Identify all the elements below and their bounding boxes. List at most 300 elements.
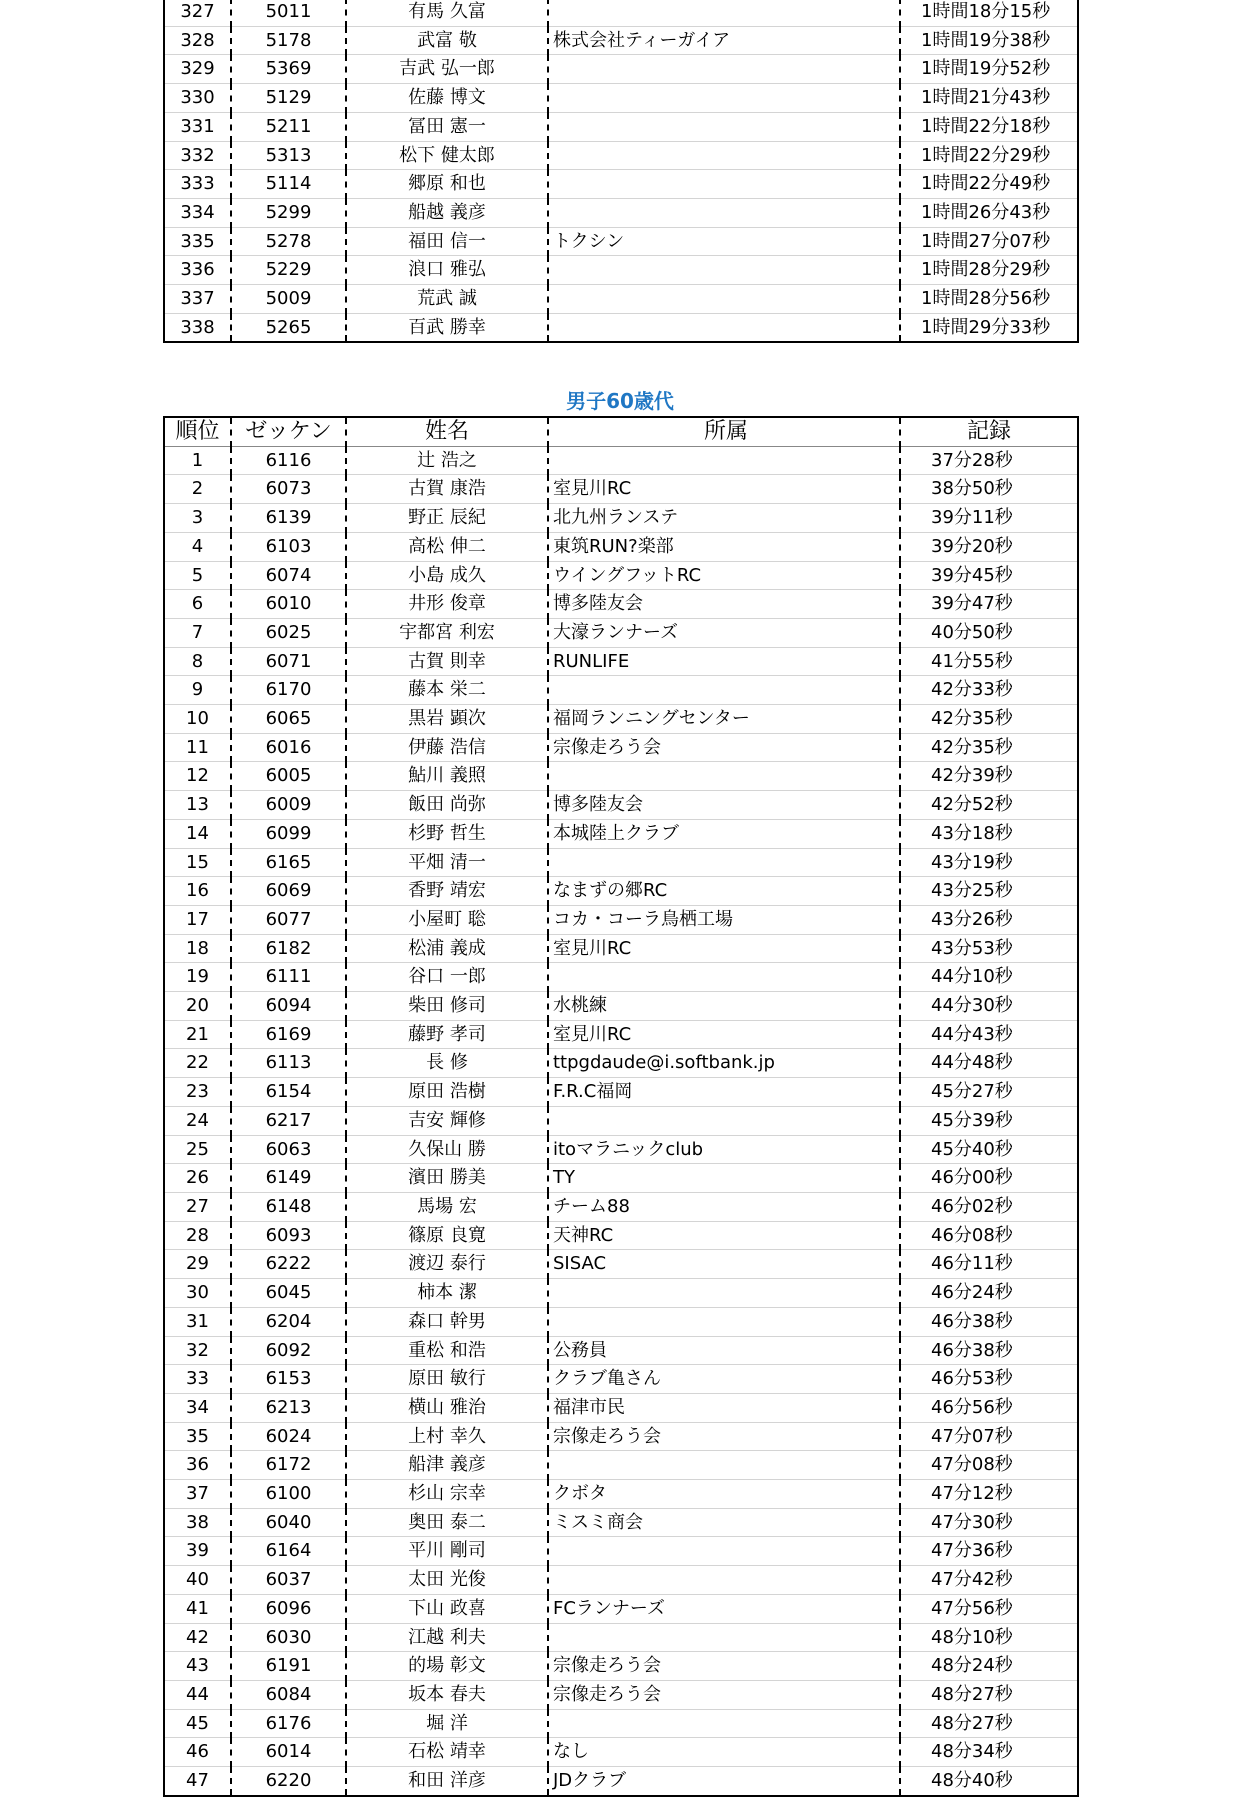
results-table-60s [163, 416, 1079, 1797]
rank-cell: 37 [164, 1480, 231, 1509]
name-cell: 古賀 則幸 [346, 647, 548, 676]
affiliation-cell [548, 141, 900, 170]
bib-cell: 6014 [231, 1738, 346, 1767]
time-cell: 45分39秒 [900, 1106, 1078, 1135]
bib-cell: 6182 [231, 934, 346, 963]
table-row [164, 475, 1078, 504]
bib-cell: 6099 [231, 819, 346, 848]
rank-cell: 47 [164, 1767, 231, 1796]
name-cell: 平畑 清一 [346, 848, 548, 877]
table-row [164, 561, 1078, 590]
time-cell: 1時間26分43秒 [900, 198, 1078, 227]
time-cell: 48分34秒 [900, 1738, 1078, 1767]
affiliation-cell: 北九州ランステ [548, 504, 900, 533]
bib-cell: 6096 [231, 1594, 346, 1623]
affiliation-cell: FCランナーズ [548, 1594, 900, 1623]
header-name: 姓名 [346, 417, 548, 446]
time-cell: 43分25秒 [900, 877, 1078, 906]
bib-cell: 6092 [231, 1336, 346, 1365]
rank-cell: 337 [164, 285, 231, 314]
bib-cell: 6113 [231, 1049, 346, 1078]
time-cell: 46分38秒 [900, 1336, 1078, 1365]
table-row [164, 1106, 1078, 1135]
table-row [164, 1709, 1078, 1738]
table-row [164, 1738, 1078, 1767]
affiliation-cell: 大濠ランナーズ [548, 618, 900, 647]
bib-cell: 6065 [231, 705, 346, 734]
rank-cell: 29 [164, 1250, 231, 1279]
bib-cell: 6139 [231, 504, 346, 533]
name-cell: 松下 健太郎 [346, 141, 548, 170]
table-row [164, 1307, 1078, 1336]
rank-cell: 39 [164, 1537, 231, 1566]
name-cell: 宇都宮 利宏 [346, 618, 548, 647]
bib-cell: 5265 [231, 313, 346, 342]
affiliation-cell: ウイングフットRC [548, 561, 900, 590]
bib-cell: 6071 [231, 647, 346, 676]
bib-cell: 6016 [231, 733, 346, 762]
name-cell: 横山 雅治 [346, 1393, 548, 1422]
rank-cell: 25 [164, 1135, 231, 1164]
time-cell: 46分38秒 [900, 1307, 1078, 1336]
affiliation-cell: ttpgdaude@i.softbank.jp [548, 1049, 900, 1078]
rank-cell: 4 [164, 532, 231, 561]
table-row [164, 1279, 1078, 1308]
name-cell: 篠原 良寛 [346, 1221, 548, 1250]
rank-cell: 17 [164, 905, 231, 934]
name-cell: 森口 幹男 [346, 1307, 548, 1336]
affiliation-cell [548, 256, 900, 285]
rank-cell: 333 [164, 170, 231, 199]
table-row [164, 992, 1078, 1021]
affiliation-cell: 宗像走ろう会 [548, 1422, 900, 1451]
time-cell: 46分11秒 [900, 1250, 1078, 1279]
affiliation-cell: 福岡ランニングセンター [548, 705, 900, 734]
name-cell: 百武 勝幸 [346, 313, 548, 342]
table-row [164, 705, 1078, 734]
table-row [164, 313, 1078, 342]
name-cell: 和田 洋彦 [346, 1767, 548, 1796]
rank-cell: 9 [164, 676, 231, 705]
table-row [164, 256, 1078, 285]
affiliation-cell: 室見川RC [548, 1020, 900, 1049]
name-cell: 吉安 輝修 [346, 1106, 548, 1135]
header-rank: 順位 [164, 417, 231, 446]
rank-cell: 335 [164, 227, 231, 256]
affiliation-cell [548, 1307, 900, 1336]
name-cell: 坂本 春夫 [346, 1680, 548, 1709]
affiliation-cell: コカ・コーラ鳥栖工場 [548, 905, 900, 934]
name-cell: 伊藤 浩信 [346, 733, 548, 762]
affiliation-cell [548, 762, 900, 791]
time-cell: 48分10秒 [900, 1623, 1078, 1652]
affiliation-cell [548, 1279, 900, 1308]
name-cell: 船津 義彦 [346, 1451, 548, 1480]
rank-cell: 35 [164, 1422, 231, 1451]
bib-cell: 6069 [231, 877, 346, 906]
name-cell: 原田 浩樹 [346, 1078, 548, 1107]
rank-cell: 18 [164, 934, 231, 963]
table-row [164, 532, 1078, 561]
affiliation-cell: 宗像走ろう会 [548, 733, 900, 762]
time-cell: 1時間22分49秒 [900, 170, 1078, 199]
time-cell: 46分56秒 [900, 1393, 1078, 1422]
name-cell: 江越 利夫 [346, 1623, 548, 1652]
time-cell: 44分43秒 [900, 1020, 1078, 1049]
table-row [164, 1451, 1078, 1480]
name-cell: 久保山 勝 [346, 1135, 548, 1164]
bib-cell: 5229 [231, 256, 346, 285]
affiliation-cell [548, 1709, 900, 1738]
rank-cell: 43 [164, 1652, 231, 1681]
time-cell: 43分19秒 [900, 848, 1078, 877]
name-cell: 小島 成久 [346, 561, 548, 590]
name-cell: 原田 敏行 [346, 1365, 548, 1394]
table-row [164, 1164, 1078, 1193]
time-cell: 46分53秒 [900, 1365, 1078, 1394]
affiliation-cell [548, 676, 900, 705]
rank-cell: 336 [164, 256, 231, 285]
table-row [164, 1680, 1078, 1709]
name-cell: 吉武 弘一郎 [346, 55, 548, 84]
time-cell: 47分30秒 [900, 1508, 1078, 1537]
rank-cell: 20 [164, 992, 231, 1021]
table-row [164, 848, 1078, 877]
name-cell: 野正 辰紀 [346, 504, 548, 533]
bib-cell: 6037 [231, 1566, 346, 1595]
rank-cell: 41 [164, 1594, 231, 1623]
rank-cell: 22 [164, 1049, 231, 1078]
table-row [164, 55, 1078, 84]
bib-cell: 6222 [231, 1250, 346, 1279]
rank-cell: 330 [164, 84, 231, 113]
rank-cell: 45 [164, 1709, 231, 1738]
rank-cell: 38 [164, 1508, 231, 1537]
time-cell: 42分35秒 [900, 733, 1078, 762]
affiliation-cell: itoマラニックclub [548, 1135, 900, 1164]
bib-cell: 6165 [231, 848, 346, 877]
rank-cell: 42 [164, 1623, 231, 1652]
name-cell: 的場 彰文 [346, 1652, 548, 1681]
name-cell: 濱田 勝美 [346, 1164, 548, 1193]
time-cell: 1時間19分52秒 [900, 55, 1078, 84]
bib-cell: 5009 [231, 285, 346, 314]
rank-cell: 334 [164, 198, 231, 227]
time-cell: 1時間19分38秒 [900, 26, 1078, 55]
table-row [164, 1767, 1078, 1796]
rank-cell: 2 [164, 475, 231, 504]
affiliation-cell: 博多陸友会 [548, 590, 900, 619]
name-cell: 杉山 宗幸 [346, 1480, 548, 1509]
affiliation-cell [548, 963, 900, 992]
affiliation-cell: 室見川RC [548, 934, 900, 963]
rank-cell: 24 [164, 1106, 231, 1135]
name-cell: 重松 和浩 [346, 1336, 548, 1365]
bib-cell: 5129 [231, 84, 346, 113]
name-cell: 藤野 孝司 [346, 1020, 548, 1049]
rank-cell: 328 [164, 26, 231, 55]
name-cell: 松浦 義成 [346, 934, 548, 963]
name-cell: 堀 洋 [346, 1709, 548, 1738]
time-cell: 47分42秒 [900, 1566, 1078, 1595]
table-row [164, 1422, 1078, 1451]
name-cell: 柴田 修司 [346, 992, 548, 1021]
affiliation-cell: 公務員 [548, 1336, 900, 1365]
time-cell: 1時間22分29秒 [900, 141, 1078, 170]
time-cell: 39分11秒 [900, 504, 1078, 533]
bib-cell: 5178 [231, 26, 346, 55]
time-cell: 41分55秒 [900, 647, 1078, 676]
name-cell: 福田 信一 [346, 227, 548, 256]
bib-cell: 5211 [231, 112, 346, 141]
table-row [164, 198, 1078, 227]
table-row [164, 446, 1078, 475]
rank-cell: 11 [164, 733, 231, 762]
bib-cell: 6217 [231, 1106, 346, 1135]
bib-cell: 6077 [231, 905, 346, 934]
affiliation-cell: 福津市民 [548, 1393, 900, 1422]
bib-cell: 6213 [231, 1393, 346, 1422]
affiliation-cell [548, 1451, 900, 1480]
bib-cell: 6176 [231, 1709, 346, 1738]
name-cell: 船越 義彦 [346, 198, 548, 227]
rank-cell: 14 [164, 819, 231, 848]
affiliation-cell: TY [548, 1164, 900, 1193]
table-row [164, 1623, 1078, 1652]
table-row [164, 0, 1078, 26]
name-cell: 杉野 哲生 [346, 819, 548, 848]
bib-cell: 6103 [231, 532, 346, 561]
affiliation-cell: 本城陸上クラブ [548, 819, 900, 848]
bib-cell: 6154 [231, 1078, 346, 1107]
table-row [164, 647, 1078, 676]
bib-cell: 6073 [231, 475, 346, 504]
table-row [164, 676, 1078, 705]
bib-cell: 5011 [231, 0, 346, 26]
rank-cell: 6 [164, 590, 231, 619]
time-cell: 1時間28分29秒 [900, 256, 1078, 285]
bib-cell: 6025 [231, 618, 346, 647]
rank-cell: 31 [164, 1307, 231, 1336]
bib-cell: 6045 [231, 1279, 346, 1308]
rank-cell: 23 [164, 1078, 231, 1107]
time-cell: 45分40秒 [900, 1135, 1078, 1164]
name-cell: 谷口 一郎 [346, 963, 548, 992]
bib-cell: 6100 [231, 1480, 346, 1509]
time-cell: 47分07秒 [900, 1422, 1078, 1451]
bib-cell: 6169 [231, 1020, 346, 1049]
affiliation-cell [548, 55, 900, 84]
bib-cell: 5278 [231, 227, 346, 256]
name-cell: 高松 伸二 [346, 532, 548, 561]
affiliation-cell [548, 170, 900, 199]
rank-cell: 27 [164, 1192, 231, 1221]
affiliation-cell: 宗像走ろう会 [548, 1680, 900, 1709]
affiliation-cell [548, 1566, 900, 1595]
table-row [164, 285, 1078, 314]
affiliation-cell [548, 112, 900, 141]
time-cell: 43分53秒 [900, 934, 1078, 963]
time-cell: 42分39秒 [900, 762, 1078, 791]
rank-cell: 331 [164, 112, 231, 141]
results-table-body [164, 446, 1078, 1796]
affiliation-cell: F.R.C福岡 [548, 1078, 900, 1107]
rank-cell: 1 [164, 446, 231, 475]
rank-cell: 329 [164, 55, 231, 84]
name-cell: 奥田 泰二 [346, 1508, 548, 1537]
results-table-continued [163, 0, 1079, 343]
affiliation-cell: 水桃練 [548, 992, 900, 1021]
bib-cell: 6170 [231, 676, 346, 705]
header-affiliation: 所属 [548, 417, 900, 446]
time-cell: 48分24秒 [900, 1652, 1078, 1681]
time-cell: 47分36秒 [900, 1537, 1078, 1566]
table-row [164, 1250, 1078, 1279]
table-row [164, 618, 1078, 647]
table-row [164, 141, 1078, 170]
table-row [164, 905, 1078, 934]
name-cell: 香野 靖宏 [346, 877, 548, 906]
name-cell: 石松 靖幸 [346, 1738, 548, 1767]
name-cell: 藤本 栄二 [346, 676, 548, 705]
affiliation-cell: クボタ [548, 1480, 900, 1509]
time-cell: 1時間28分56秒 [900, 285, 1078, 314]
time-cell: 47分08秒 [900, 1451, 1078, 1480]
time-cell: 48分27秒 [900, 1680, 1078, 1709]
section-title: 男子60歳代 [566, 389, 674, 413]
bib-cell: 6164 [231, 1537, 346, 1566]
rank-cell: 40 [164, 1566, 231, 1595]
table-row [164, 170, 1078, 199]
bib-cell: 6024 [231, 1422, 346, 1451]
header-time: 記録 [900, 417, 1078, 446]
bib-cell: 6030 [231, 1623, 346, 1652]
table-header [164, 417, 1078, 446]
rank-cell: 10 [164, 705, 231, 734]
name-cell: 冨田 憲一 [346, 112, 548, 141]
time-cell: 48分40秒 [900, 1767, 1078, 1796]
table-row [164, 1566, 1078, 1595]
bib-cell: 5313 [231, 141, 346, 170]
name-cell: 長 修 [346, 1049, 548, 1078]
table-row [164, 112, 1078, 141]
bib-cell: 6191 [231, 1652, 346, 1681]
affiliation-cell: なまずの郷RC [548, 877, 900, 906]
rank-cell: 44 [164, 1680, 231, 1709]
bib-cell: 5369 [231, 55, 346, 84]
name-cell: 柿本 潔 [346, 1279, 548, 1308]
header-row [164, 417, 1078, 446]
table-row [164, 1020, 1078, 1049]
bib-cell: 6153 [231, 1365, 346, 1394]
affiliation-cell: 室見川RC [548, 475, 900, 504]
affiliation-cell: 宗像走ろう会 [548, 1652, 900, 1681]
time-cell: 48分27秒 [900, 1709, 1078, 1738]
bib-cell: 6005 [231, 762, 346, 791]
time-cell: 46分00秒 [900, 1164, 1078, 1193]
affiliation-cell [548, 198, 900, 227]
rank-cell: 46 [164, 1738, 231, 1767]
rank-cell: 12 [164, 762, 231, 791]
time-cell: 1時間21分43秒 [900, 84, 1078, 113]
affiliation-cell [548, 1537, 900, 1566]
bib-cell: 6172 [231, 1451, 346, 1480]
name-cell: 井形 俊章 [346, 590, 548, 619]
table-row [164, 227, 1078, 256]
affiliation-cell [548, 1106, 900, 1135]
bib-cell: 6093 [231, 1221, 346, 1250]
rank-cell: 32 [164, 1336, 231, 1365]
table-row [164, 1135, 1078, 1164]
time-cell: 45分27秒 [900, 1078, 1078, 1107]
time-cell: 47分56秒 [900, 1594, 1078, 1623]
bib-cell: 6116 [231, 446, 346, 475]
table-row [164, 1652, 1078, 1681]
affiliation-cell: なし [548, 1738, 900, 1767]
time-cell: 46分02秒 [900, 1192, 1078, 1221]
table-row [164, 84, 1078, 113]
affiliation-cell: ミスミ商会 [548, 1508, 900, 1537]
bib-cell: 6009 [231, 791, 346, 820]
name-cell: 古賀 康浩 [346, 475, 548, 504]
bib-cell: 6084 [231, 1680, 346, 1709]
rank-cell: 338 [164, 313, 231, 342]
affiliation-cell [548, 446, 900, 475]
affiliation-cell [548, 1623, 900, 1652]
rank-cell: 26 [164, 1164, 231, 1193]
affiliation-cell: 株式会社ティーガイア [548, 26, 900, 55]
results-table-body [164, 0, 1078, 342]
table-row [164, 762, 1078, 791]
name-cell: 佐藤 博文 [346, 84, 548, 113]
bib-cell: 6149 [231, 1164, 346, 1193]
time-cell: 37分28秒 [900, 446, 1078, 475]
rank-cell: 13 [164, 791, 231, 820]
time-cell: 38分50秒 [900, 475, 1078, 504]
name-cell: 平川 剛司 [346, 1537, 548, 1566]
table-row [164, 1393, 1078, 1422]
name-cell: 下山 政喜 [346, 1594, 548, 1623]
time-cell: 43分26秒 [900, 905, 1078, 934]
time-cell: 39分47秒 [900, 590, 1078, 619]
bib-cell: 5299 [231, 198, 346, 227]
affiliation-cell [548, 313, 900, 342]
rank-cell: 15 [164, 848, 231, 877]
time-cell: 42分33秒 [900, 676, 1078, 705]
table-row [164, 1336, 1078, 1365]
table-row [164, 934, 1078, 963]
rank-cell: 7 [164, 618, 231, 647]
time-cell: 39分20秒 [900, 532, 1078, 561]
time-cell: 44分48秒 [900, 1049, 1078, 1078]
table-row [164, 1594, 1078, 1623]
rank-cell: 19 [164, 963, 231, 992]
table-row [164, 1049, 1078, 1078]
name-cell: 荒武 誠 [346, 285, 548, 314]
name-cell: 浪口 雅弘 [346, 256, 548, 285]
affiliation-cell: クラブ亀さん [548, 1365, 900, 1394]
table-row [164, 1078, 1078, 1107]
time-cell: 39分45秒 [900, 561, 1078, 590]
time-cell: 1時間18分15秒 [900, 0, 1078, 26]
rank-cell: 28 [164, 1221, 231, 1250]
affiliation-cell [548, 84, 900, 113]
table-row [164, 791, 1078, 820]
table-row [164, 1192, 1078, 1221]
bib-cell: 6148 [231, 1192, 346, 1221]
table-row [164, 963, 1078, 992]
bib-cell: 6063 [231, 1135, 346, 1164]
